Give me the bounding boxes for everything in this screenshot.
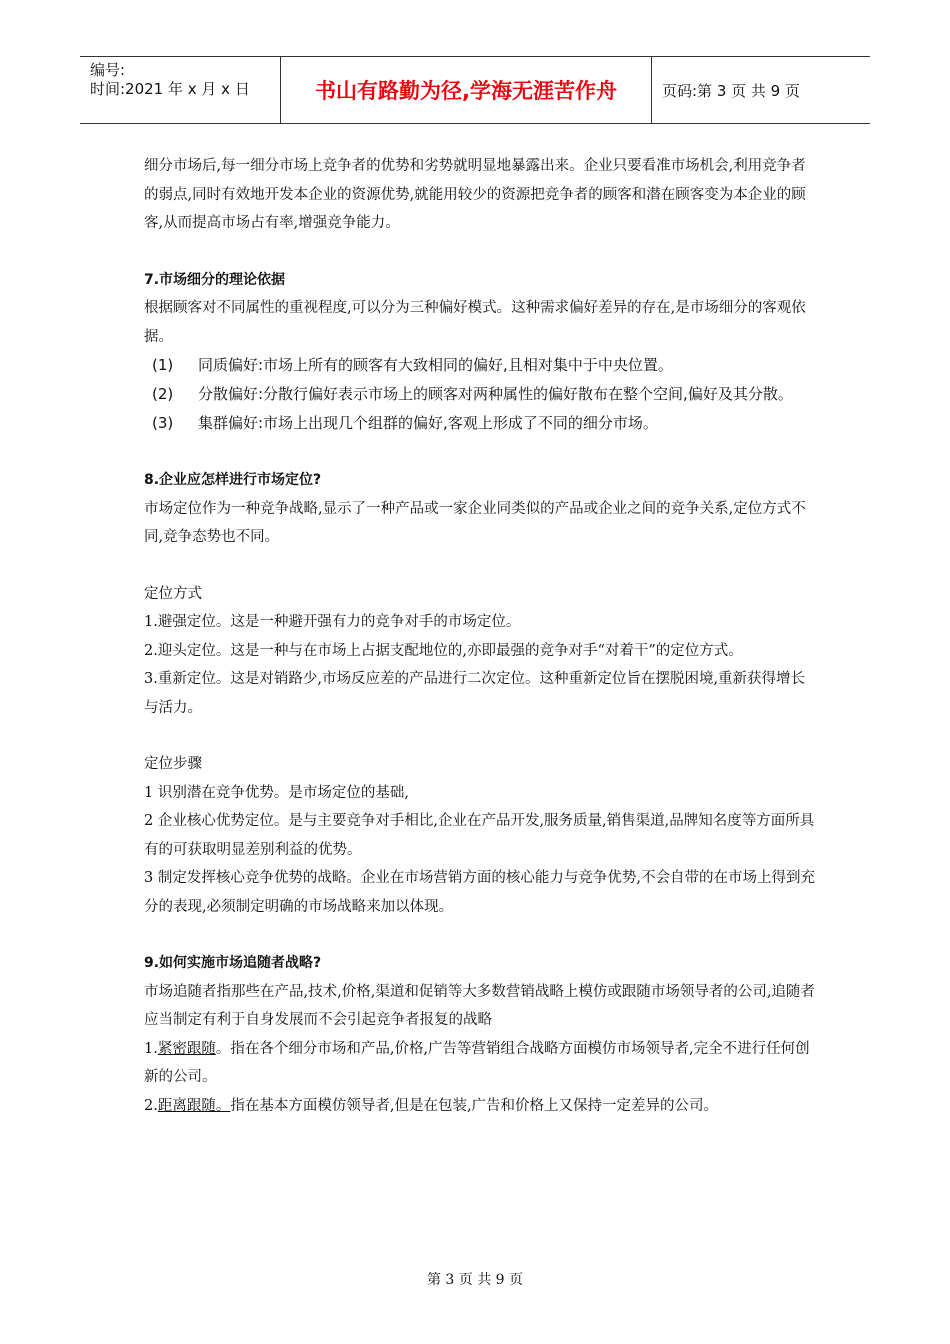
step-item: 2 企业核心优势定位。是与主要竞争对手相比,企业在产品开发,服务质量,销售渠道,品牌知名度等方面所具有的可获取明显差别利益的优势。 — [144, 813, 815, 858]
steps-title: 定位步骤 — [144, 756, 202, 772]
item-number: 1. — [144, 1040, 158, 1057]
header-left-cell — [80, 57, 280, 123]
list-item-text: 分散偏好:分散行偏好表示市场上的顾客对两种属性的偏好散布在整个空间,偏好及其分散。 — [198, 385, 793, 403]
method-item: 1.避强定位。这是一种避开强有力的竞争对手的市场定位。 — [144, 614, 521, 630]
header-motto: 书山有路勤为径,学海无涯苦作舟 — [280, 57, 652, 123]
step-item: 1 识别潜在竞争优势。是市场定位的基础, — [144, 784, 409, 801]
page-footer: 第 3 页 共 9 页 — [426, 1272, 524, 1288]
number-label: 编号: — [90, 61, 126, 79]
list-item-number: (3) — [152, 414, 174, 432]
list-item — [144, 409, 816, 438]
time-label: 时间:2021 年 x 月 x 日 — [90, 80, 250, 98]
intro-paragraph: 细分市场后,每一细分市场上竞争者的优势和劣势就明显地暴露出来。企业只要看准市场机会,利用竞争者的弱点,同时有效地开发本企业的资源优势,就能用较少的资源把竞争者的顾客和潜在顾客变为本企业的顾客,从而提高市场占有率,增强竞争能力。 — [144, 158, 806, 231]
section-9-heading: 9.如何实施市场追随者战略? — [144, 955, 322, 971]
item-term: 紧密跟随 — [157, 1040, 216, 1057]
section-9-paragraph: 市场追随者指那些在产品,技术,价格,渠道和促销等大多数营销战略上模仿或跟随市场领导者的公司,追随者应当制定有利于自身发展而不会引起竞争者报复的战略 — [144, 983, 815, 1028]
follower-item-1 — [144, 1035, 816, 1092]
methods-title: 定位方式 — [144, 585, 202, 602]
item-text: 指在基本方面模仿领导者,但是在包装,广告和价格上又保持一定差异的公司。 — [230, 1097, 719, 1114]
item-text: 。指在各个细分市场和产品,价格,广告等营销组合战略方面模仿市场领导者,完全不进行任何创新的公司。 — [144, 1040, 810, 1085]
item-term: 距离跟随。 — [157, 1097, 231, 1114]
header-page-info: 页码:第 3 页 共 9 页 — [662, 81, 800, 100]
list-item-text: 同质偏好:市场上所有的顾客有大致相同的偏好,且相对集中于中央位置。 — [198, 356, 673, 374]
follower-item-2 — [144, 1092, 816, 1121]
section-7-heading: 7.市场细分的理论依据 — [144, 271, 286, 288]
list-item-text: 集群偏好:市场上出现几个组群的偏好,客观上形成了不同的细分市场。 — [198, 414, 658, 432]
list-item-number: (1) — [152, 356, 174, 374]
list-item — [144, 351, 816, 380]
method-item: 2.迎头定位。这是一种与在市场上占据支配地位的,亦即最强的竞争对手“对着干”的定位方式。 — [144, 642, 743, 659]
document-body — [144, 152, 816, 1120]
method-item: 3.重新定位。这是对销路少,市场反应差的产品进行二次定位。这种重新定位旨在摆脱困境,重新获得增长与活力。 — [144, 671, 806, 716]
section-7-paragraph: 根据顾客对不同属性的重视程度,可以分为三种偏好模式。这种需求偏好差异的存在,是市场细分的客观依据。 — [144, 300, 806, 345]
section-8-paragraph: 市场定位作为一种竞争战略,显示了一种产品或一家企业同类似的产品或企业之间的竞争关系,定位方式不同,竞争态势也不同。 — [144, 500, 806, 545]
list-item — [144, 380, 816, 409]
page-header — [80, 56, 870, 124]
section-8-heading: 8.企业应怎样进行市场定位? — [144, 472, 322, 488]
step-item: 3 制定发挥核心竞争优势的战略。企业在市场营销方面的核心能力与竞争优势,不会自带的在市场上得到充分的表现,必须制定明确的市场战略来加以体现。 — [144, 870, 815, 915]
item-number: 2. — [144, 1097, 158, 1114]
list-item-number: (2) — [152, 385, 174, 403]
